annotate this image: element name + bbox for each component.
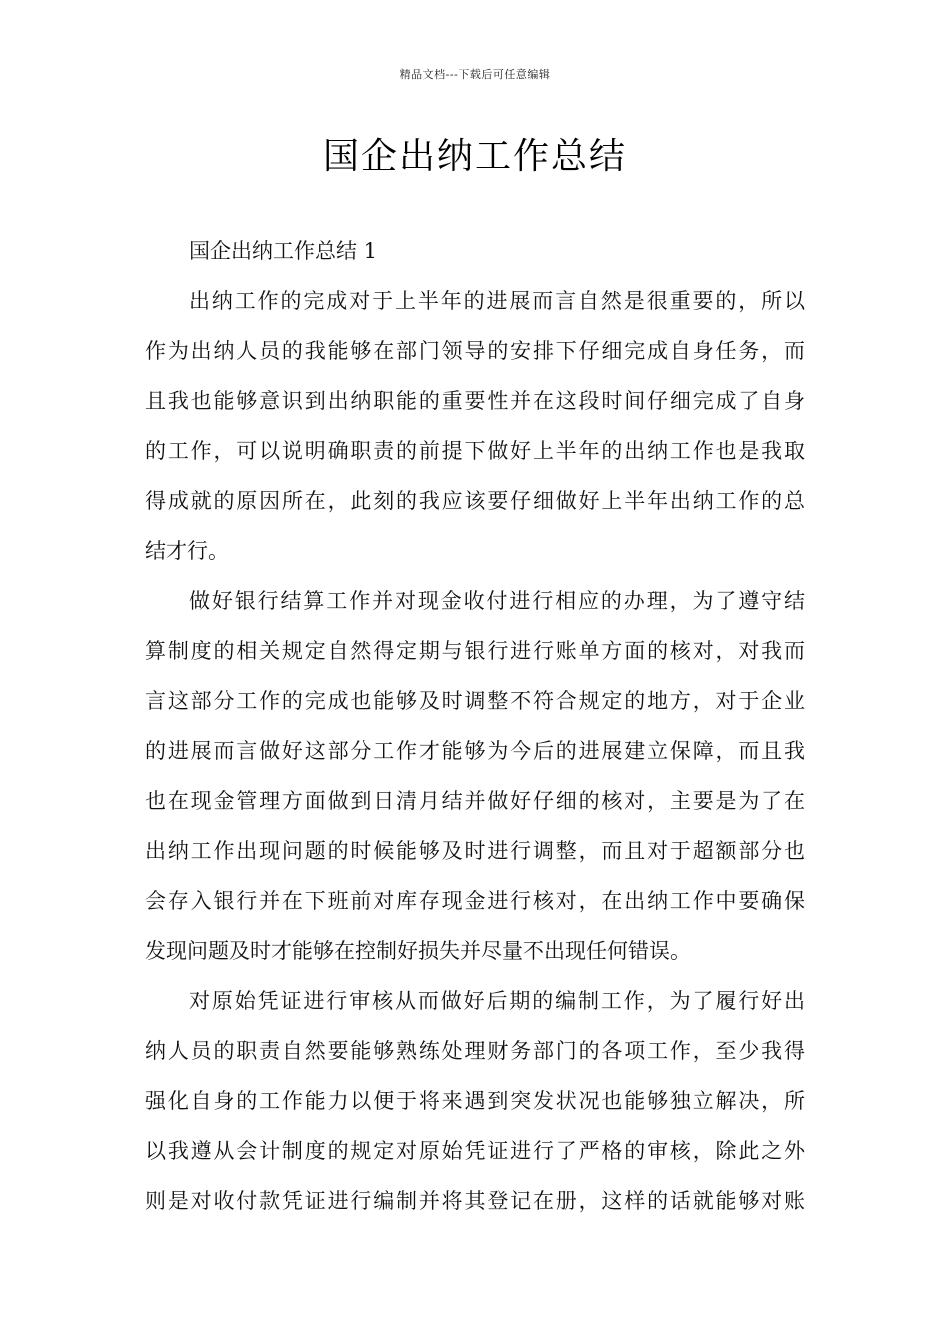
paragraph-line: 的进展而言做好这部分工作才能够为今后的进展建立保障，而且我 (145, 739, 805, 763)
paragraph-1 (145, 276, 805, 576)
paragraph-line: 算制度的相关规定自然得定期与银行进行账单方面的核对，对我而 (145, 639, 805, 663)
paragraph-line: 以我遵从会计制度的规定对原始凭证进行了严格的审核，除此之外 (145, 1139, 805, 1163)
paragraph-3 (145, 976, 805, 1226)
paragraph-line: 作为出纳人员的我能够在部门领导的安排下仔细完成自身任务，而 (145, 339, 805, 363)
paragraph-line: 言这部分工作的完成也能够及时调整不符合规定的地方，对于企业 (145, 689, 805, 713)
paragraph-line: 也在现金管理方面做到日清月结并做好仔细的核对，主要是为了在 (145, 789, 805, 813)
paragraph-2 (145, 576, 805, 976)
paragraph-line: 且我也能够意识到出纳职能的重要性并在这段时间仔细完成了自身 (145, 389, 805, 413)
paragraph-line: 对原始凭证进行审核从而做好后期的编制工作，为了履行好出 (189, 989, 805, 1013)
header-note: 精品文档---下载后可任意编辑 (399, 68, 551, 81)
paragraph-line: 出纳工作出现问题的时候能够及时进行调整，而且对于超额部分也 (145, 839, 805, 863)
document-title: 国企出纳工作总结 (322, 136, 627, 177)
paragraph-line: 做好银行结算工作并对现金收付进行相应的办理，为了遵守结 (189, 589, 805, 613)
document-body (145, 226, 805, 1226)
paragraph-line: 的工作，可以说明确职责的前提下做好上半年的出纳工作也是我取 (145, 439, 805, 463)
paragraph-line: 会存入银行并在下班前对库存现金进行核对，在出纳工作中要确保 (145, 889, 805, 913)
paragraph-line: 纳人员的职责自然要能够熟练处理财务部门的各项工作，至少我得 (145, 1039, 805, 1063)
paragraph-line: 结才行。 (145, 539, 229, 563)
paragraph-line: 出纳工作的完成对于上半年的进展而言自然是很重要的，所以 (189, 289, 805, 313)
paragraph-line: 强化自身的工作能力以便于将来遇到突发状况也能够独立解决，所 (145, 1089, 805, 1113)
paragraph-line: 发现问题及时才能够在控制好损失并尽量不出现任何错误。 (145, 939, 691, 963)
section-heading: 国企出纳工作总结 1 (189, 239, 378, 263)
paragraph-line: 得成就的原因所在，此刻的我应该要仔细做好上半年出纳工作的总 (145, 489, 805, 513)
paragraph-line: 则是对收付款凭证进行编制并将其登记在册，这样的话就能够对账 (145, 1189, 805, 1213)
